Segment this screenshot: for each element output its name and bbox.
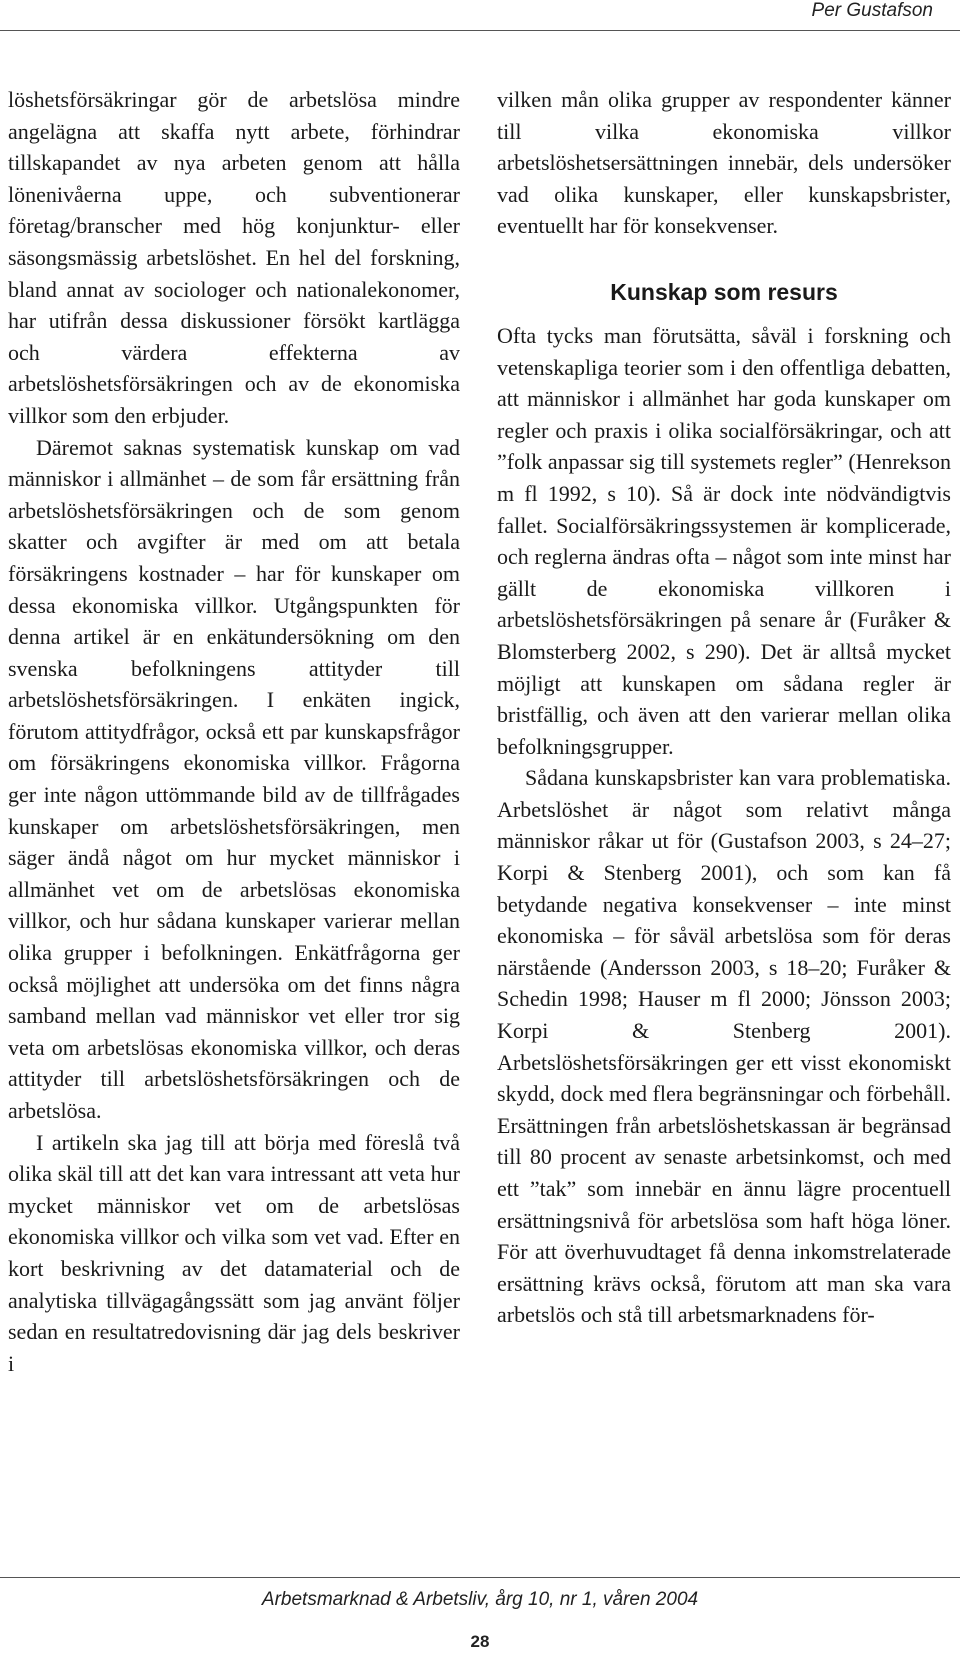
left-column <box>8 84 460 1379</box>
body-paragraph: I artikeln ska jag till att börja med föreslå två olika skäl till att det kan vara intressant att veta hur mycket människor vet om de arbetslösas ekonomiska villkor och vilka som vet vad. Efter en kort beskrivning av det datamaterial och de analytiska tillvägagångssätt som jag använt följer sedan en resultatredovisning där jag dels beskriver i <box>8 1129 460 1376</box>
running-footer-journal: Arbetsmarknad & Arbetsliv, årg 10, nr 1, våren 2004 <box>261 1589 699 1610</box>
body-paragraph: vilken mån olika grupper av respondenter känner till vilka ekonomiska villkor arbetslöshetsersättningen innebär, dels undersöker vad olika kunskaper, eller kunskapsbrister, eventuellt har för konsekvenser. <box>497 87 951 239</box>
body-paragraph: Ofta tycks man förutsätta, såväl i forskning och vetenskapliga teorier som i den offentliga debatten, att människor i allmänhet har goda kunskaper om regler och praxis i olika socialförsäkringar, och att ”folk anpassar sig till systemets regler” (Henrekson m fl 1992, s 10). Så är dock inte nödvändigtvis fallet. Socialförsäkringssystemen är komplicerade, och reglerna ändras ofta – något som inte minst har gällt de ekonomiska villkoren i arbetslöshetsförsäkringen på senare år (Furåker & Blomsterberg 2002, s 290). Det är alltså mycket möjligt att kunskapen om sådana regler är bristfällig, och även att den varierar mellan olika befolkningsgrupper. <box>497 322 951 759</box>
header-rule <box>0 30 960 31</box>
footer-rule <box>0 1577 960 1578</box>
running-header-author: Per Gustafson <box>811 0 933 21</box>
body-paragraph: Sådana kunskapsbrister kan vara problematiska. Arbetslöshet är något som relativt många människor råkar ut för (Gustafson 2003, s 24–27; Korpi & Stenberg 2001), och som kan få betydande negativa konsekvenser – inte minst ekonomiska – för såväl arbetslösa som för deras närstående (Andersson 2003, s 18–20; Furåker & Schedin 1998; Hauser m fl 2000; Jönsson 2003; Korpi & Stenberg 2001). Arbetslöshetsförsäkringen ger ett visst ekonomiskt skydd, dock med flera begränsningar och förbehåll. Ersättningen från arbetslöshetskassan är begränsad till 80 procent av senaste arbetsinkomst, och med ett ”tak” som innebär en ännu lägre procentuell ersättningsnivå för arbetslösa som haft höga löner. För att överhuvudtaget få denna inkomstrelaterade ersättning krävs också, förutom att man ska vara arbetslös och stå till arbetsmarknadens för- <box>497 765 951 1328</box>
body-paragraph: löshetsförsäkringar gör de arbetslösa mindre angelägna att skaffa nytt arbete, förhindrar tillskapandet av nya arbeten genom att hålla lönenivåerna uppe, och subventionerar företag/branscher med hög konjunktur- eller säsongsmässig arbetslöshet. En hel del forskning, bland annat av sociologer och nationalekonomer, har utifrån dessa diskussioner försökt kartlägga och värdera effekterna av arbetslöshetsförsäkringen och av de ekonomiska villkor som den erbjuder. <box>8 87 460 428</box>
body-paragraph: Däremot saknas systematisk kunskap om vad människor i allmänhet – de som får ersättning från arbetslöshetsförsäkringen och de som genom skatter och avgifter är med om att betala försäkringens kostnader – har för kunskaper om dessa ekonomiska villkor. Utgångspunkten för denna artikel är en enkätundersökning om den svenska befolkningens attityder till arbetslöshetsförsäkringen. I enkäten ingick, förutom attitydfrågor, också ett par kunskapsfrågor om försäkringens ekonomiska villkor. Frågorna ger inte någon uttömmande bild av de tillfrågades kunskaper om arbetslöshetsförsäkringen, men säger ändå något om hur mycket människor i allmänhet vet om de arbetslösas ekonomiska villkor, och hur sådana kunskaper varierar mellan olika grupper i befolkningen. Enkätfrågorna ger också möjlighet att undersöka om det finns några samband mellan vad människor vet eller tror sig veta om arbetslösas ekonomiska villkor, och deras attityder till arbetslöshetsförsäkringen och de arbetslösa. <box>8 434 460 1123</box>
right-column <box>497 84 951 1331</box>
page-number: 28 <box>470 1632 490 1651</box>
section-heading: Kunskap som resurs <box>610 278 838 305</box>
